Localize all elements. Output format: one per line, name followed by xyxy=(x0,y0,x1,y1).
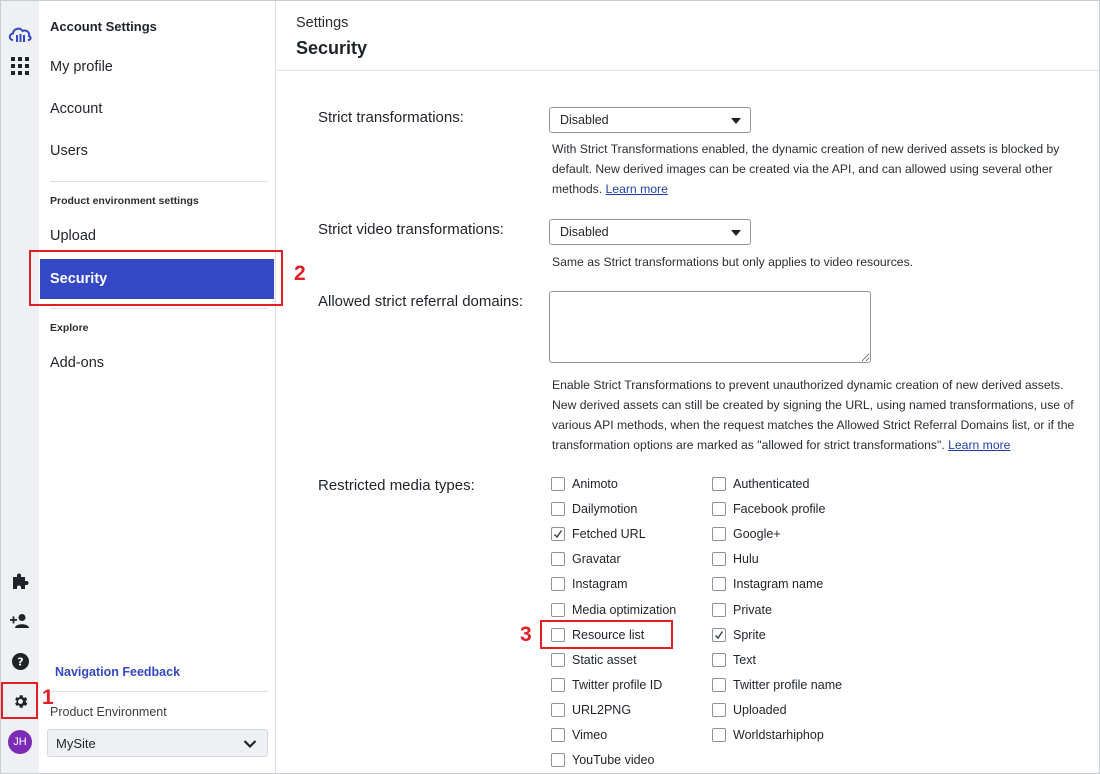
checkbox-unchecked-icon[interactable] xyxy=(551,728,565,742)
media-type-checkbox[interactable] xyxy=(551,753,654,767)
media-type-label: Media optimization xyxy=(572,602,677,617)
media-type-label: Static asset xyxy=(572,652,637,667)
media-type-checkbox[interactable] xyxy=(551,552,621,566)
chevron-down-icon xyxy=(243,737,257,752)
media-type-label: Gravatar xyxy=(572,552,621,567)
callout-box-gear xyxy=(1,682,38,719)
media-type-label: Instagram name xyxy=(733,577,824,592)
checkbox-unchecked-icon[interactable] xyxy=(551,502,565,516)
sidebar-item-addons[interactable]: Add-ons xyxy=(50,355,105,371)
referral-domains-input[interactable] xyxy=(549,291,871,363)
media-type-checkbox[interactable] xyxy=(712,703,787,717)
media-type-checkbox[interactable] xyxy=(712,477,809,491)
checkbox-unchecked-icon[interactable] xyxy=(551,703,565,717)
media-type-label: Animoto xyxy=(572,477,618,491)
settings-sidebar xyxy=(39,1,276,773)
media-type-checkbox[interactable] xyxy=(712,502,825,516)
sidebar-item-upload[interactable]: Upload xyxy=(50,228,96,244)
strict-transformations-value: Disabled xyxy=(560,113,609,127)
checkbox-unchecked-icon[interactable] xyxy=(551,552,565,566)
callout-number: 2 xyxy=(294,262,306,285)
checkbox-unchecked-icon[interactable] xyxy=(551,653,565,667)
media-type-label: Sprite xyxy=(733,627,766,642)
media-type-label: Facebook profile xyxy=(733,502,826,517)
media-type-checkbox[interactable] xyxy=(551,653,637,667)
sidebar-divider xyxy=(50,691,268,692)
media-type-checkbox[interactable] xyxy=(551,502,637,516)
sidebar-item-account[interactable]: Account xyxy=(50,101,103,117)
media-type-checkbox[interactable] xyxy=(712,628,766,642)
checkbox-checked-icon[interactable] xyxy=(551,527,565,541)
media-type-checkbox[interactable] xyxy=(551,577,628,591)
sidebar-divider xyxy=(50,181,268,182)
media-type-label: Private xyxy=(733,602,772,617)
checkbox-unchecked-icon[interactable] xyxy=(551,678,565,692)
checkbox-unchecked-icon[interactable] xyxy=(712,527,726,541)
apps-grid-icon[interactable] xyxy=(8,54,32,78)
page-title: Security xyxy=(296,38,368,58)
navigation-feedback-link[interactable]: Navigation Feedback xyxy=(55,665,181,679)
strict-video-label: Strict video transformations: xyxy=(318,221,504,238)
svg-text:?: ? xyxy=(16,655,24,669)
strict-video-select[interactable] xyxy=(549,219,751,245)
media-type-label: Fetched URL xyxy=(572,527,646,542)
checkbox-unchecked-icon[interactable] xyxy=(712,502,726,516)
sidebar-subheading-explore: Explore xyxy=(50,322,89,334)
media-type-checkbox[interactable] xyxy=(551,527,646,541)
checkbox-unchecked-icon[interactable] xyxy=(712,552,726,566)
strict-transformations-select[interactable] xyxy=(549,107,751,133)
learn-more-link[interactable]: Learn more xyxy=(605,182,668,196)
callout-box-security xyxy=(29,250,283,306)
media-type-label: Worldstarhiphop xyxy=(733,728,824,742)
checkbox-unchecked-icon[interactable] xyxy=(712,653,726,667)
media-type-label: Resource list xyxy=(572,627,645,642)
learn-more-link[interactable]: Learn more xyxy=(948,438,1011,452)
icon-rail xyxy=(1,1,39,773)
add-user-icon[interactable] xyxy=(8,609,32,633)
checkbox-unchecked-icon[interactable] xyxy=(551,753,565,767)
media-type-checkbox[interactable] xyxy=(551,603,676,617)
checkbox-unchecked-icon[interactable] xyxy=(551,577,565,591)
referral-domains-label: Allowed strict referral domains: xyxy=(318,293,524,310)
callout-number: 3 xyxy=(520,623,532,646)
media-type-label: Google+ xyxy=(733,527,781,542)
sidebar-item-security[interactable]: Security xyxy=(40,259,274,299)
media-type-label: YouTube video xyxy=(572,753,655,768)
sidebar-heading: Account Settings xyxy=(50,19,157,34)
strict-video-help: Same as Strict transformations but only applies to video resources. xyxy=(552,255,914,269)
media-type-label: Hulu xyxy=(733,552,759,567)
environment-select[interactable] xyxy=(47,729,268,757)
checkbox-unchecked-icon[interactable] xyxy=(712,477,726,491)
media-type-checkbox[interactable] xyxy=(551,477,618,491)
caret-down-icon xyxy=(731,230,741,236)
media-type-checkbox[interactable] xyxy=(712,577,823,591)
checkbox-unchecked-icon[interactable] xyxy=(712,577,726,591)
media-type-label: Instagram xyxy=(572,577,628,592)
sidebar-divider xyxy=(50,308,268,309)
breadcrumb[interactable]: Settings xyxy=(296,15,349,31)
media-type-label: Vimeo xyxy=(572,728,608,742)
strict-help-text: With Strict Transformations enabled, the dynamic creation of new derived assets is blocked by default. New derived images can be created via the API, and can allowed using several other methods. xyxy=(552,142,1060,196)
referral-help-text: Enable Strict Transformations to prevent unauthorized dynamic creation of new derived assets. New derived assets can still be created by signing the URL, using named transformations, use of various API methods, when the request matches the Allowed Strict Referral Domains list, or if the transformation options are marked as "allowed for strict transformations". xyxy=(552,378,1075,452)
media-type-checkbox[interactable] xyxy=(551,678,662,692)
checkbox-unchecked-icon[interactable] xyxy=(712,703,726,717)
sidebar-subheading-product: Product environment settings xyxy=(50,195,199,207)
media-type-label: Twitter profile name xyxy=(733,677,843,692)
checkbox-unchecked-icon[interactable] xyxy=(712,603,726,617)
sidebar-item-my-profile[interactable]: My profile xyxy=(50,59,113,75)
callout-box-resource-list xyxy=(540,620,673,649)
media-type-label: Authenticated xyxy=(733,477,810,491)
strict-video-value: Disabled xyxy=(560,225,609,239)
media-type-checkbox[interactable] xyxy=(712,603,772,617)
restricted-media-label: Restricted media types: xyxy=(318,477,475,494)
media-type-checkbox[interactable] xyxy=(712,653,756,667)
cloud-logo-icon[interactable] xyxy=(8,22,32,46)
environment-label: Product Environment xyxy=(50,705,167,719)
callout-number: 1 xyxy=(42,686,54,709)
caret-down-icon xyxy=(731,118,741,124)
checkbox-unchecked-icon[interactable] xyxy=(712,678,726,692)
media-type-checkbox[interactable] xyxy=(712,527,781,541)
checkbox-unchecked-icon[interactable] xyxy=(551,477,565,491)
media-type-label: Uploaded xyxy=(733,702,787,717)
checkbox-unchecked-icon[interactable] xyxy=(712,728,726,742)
media-type-checkbox[interactable] xyxy=(712,728,824,742)
strict-transformations-help xyxy=(552,139,1084,199)
media-type-label: URL2PNG xyxy=(572,702,632,717)
media-type-label: Twitter profile ID xyxy=(572,677,663,692)
media-type-checkbox[interactable] xyxy=(712,678,842,692)
puzzle-icon[interactable] xyxy=(8,569,32,593)
checkbox-unchecked-icon[interactable] xyxy=(551,603,565,617)
media-type-checkbox[interactable] xyxy=(551,728,607,742)
page-header xyxy=(277,1,1099,71)
media-type-checkbox[interactable] xyxy=(712,552,759,566)
help-icon[interactable] xyxy=(8,649,32,673)
media-type-label: Text xyxy=(733,652,756,667)
checkbox-checked-icon[interactable] xyxy=(712,628,726,642)
media-type-checkbox[interactable] xyxy=(551,703,631,717)
media-type-label: Dailymotion xyxy=(572,502,638,517)
avatar[interactable]: JH xyxy=(8,730,32,754)
referral-domains-help xyxy=(552,375,1084,455)
sidebar-item-users[interactable]: Users xyxy=(50,143,88,159)
strict-transformations-label: Strict transformations: xyxy=(318,109,464,126)
environment-value: MySite xyxy=(56,735,96,751)
